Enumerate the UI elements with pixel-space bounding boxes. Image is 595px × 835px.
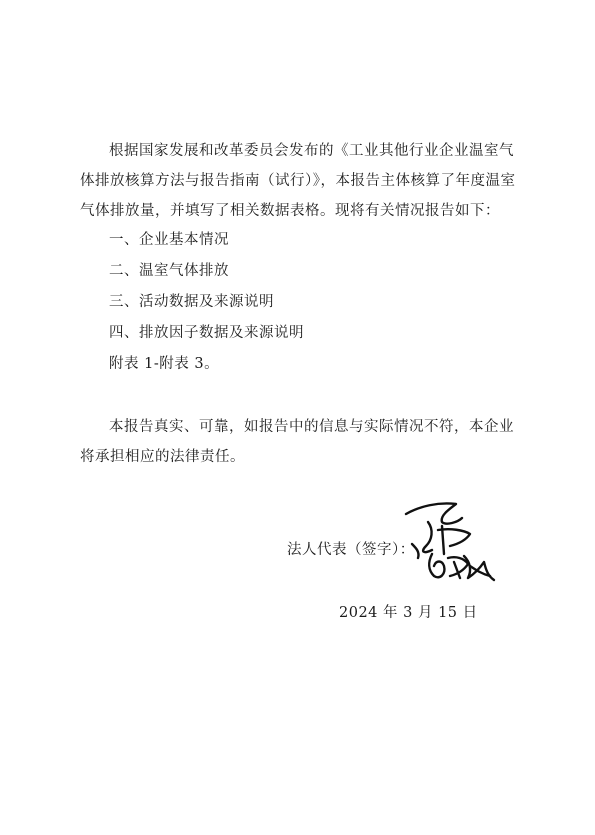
- signing-date: 2024 年 3 月 15 日: [339, 605, 478, 621]
- handwritten-signature: [398, 496, 506, 592]
- intro-paragraph: 根据国家发展和改革委员会发布的《工业其他行业企业温室气体排放核算方法与报告指南（试行）》，本报告主体核算了年度温室气体排放量，并填写了相关数据表格。现将有关情况报告如下：: [80, 143, 516, 219]
- section-item-4: 四、排放因子数据及来源说明: [109, 325, 304, 341]
- signer-label: 法人代表（签字）：: [287, 542, 415, 558]
- declaration-paragraph: 本报告真实、可靠，如报告中的信息与实际情况不符，本企业将承担相应的法律责任。: [80, 419, 514, 465]
- section-item-3: 三、活动数据及来源说明: [109, 294, 274, 310]
- section-item-2: 二、温室气体排放: [109, 263, 229, 279]
- appendix-note: 附表 1-附表 3。: [109, 356, 220, 372]
- section-item-1: 一、企业基本情况: [109, 232, 229, 248]
